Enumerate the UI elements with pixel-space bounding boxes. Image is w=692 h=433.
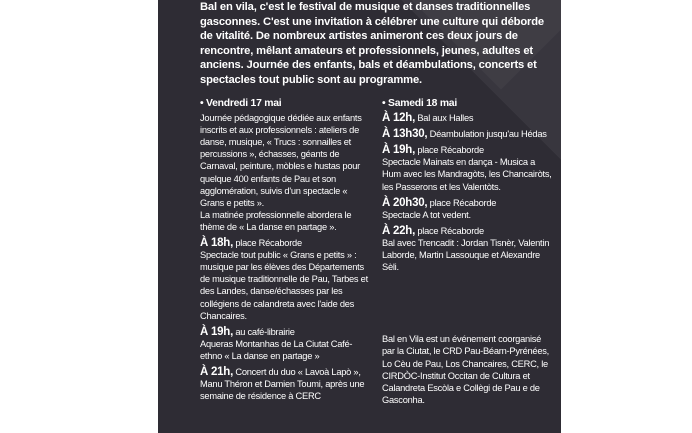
saturday-column	[382, 98, 554, 277]
event-time: À 21h,	[200, 365, 234, 378]
friday-event-18h	[200, 237, 372, 322]
saturday-event-12h	[382, 112, 554, 124]
saturday-event-13h30	[382, 128, 554, 140]
friday-event-21h	[200, 366, 372, 402]
event-time: À 13h30,	[382, 128, 428, 141]
friday-text-professional: La matinée professionnelle abordera le thème de « La danse en partage ».	[200, 209, 352, 232]
saturday-event-19h	[382, 144, 554, 192]
event-description: Aqueras Montanhas de La Ciutat Café-ethno « La danse en partage »	[200, 338, 353, 361]
event-place: au café-librairie	[233, 326, 295, 337]
event-place: Déambulation jusqu'au Hédas	[427, 129, 547, 140]
saturday-heading: • Samedi 18 mai	[382, 98, 457, 109]
event-description: Spectacle A tot vedent.	[382, 209, 471, 220]
event-time: À 19h,	[200, 325, 234, 338]
event-description: Spectacle tout public « Grans e petits » : musique par les élèves des Départements de musique traditionnelle de Pau, Tarbes et des Landes, danse/échasses par les collégiens de calandreta avec l'aide des Chancaires.	[200, 250, 368, 321]
event-time: À 22h,	[382, 224, 416, 237]
event-place: Concert du duo « Lavoà Lapò », Manu Théron et Damien Toumi, après une semaine de résidence à CERC	[200, 366, 365, 402]
intro-paragraph: Bal en vila, c'est le festival de musique et danses traditionnelles gasconnes. C'est une invitation à célébrer une culture qui déborde de vitalité. De nombreux artistes animeront ces deux jours de rencontre, mêlant amateurs et professionnels, jeunes, adultes et anciens. Journée des enfants, bals et déambulations, concerts et spectacles tout public sont au programme.	[200, 1, 545, 86]
event-time: À 20h30,	[382, 196, 428, 209]
event-time: À 19h,	[382, 144, 416, 157]
festival-flyer	[158, 0, 561, 433]
friday-column	[200, 98, 372, 406]
friday-description	[200, 112, 372, 233]
friday-heading: • Vendredi 17 mai	[200, 98, 282, 109]
saturday-event-20h30	[382, 197, 554, 221]
event-time: À 18h,	[200, 237, 234, 250]
event-description: Spectacle Mainats en dança - Musica a Hum avec les Mandragòts, les Chancairòts, les Passerons et les Valentòts.	[382, 157, 552, 192]
organizers-credits: Bal en Vila est un événement coorganisé par la Ciutat, le CRD Pau-Béarn-Pyrénées, Lo Cèu de Pau, Los Chancaires, CERC, le CIRDÒC-Institut Occitan de Cultura et Calandreta Escòla e Collègi de Pau e de Gasconha.	[382, 334, 549, 406]
event-place: place Récaborde	[415, 225, 484, 236]
event-description: Bal avec Trencadit : Jordan Tisnèr, Valentin Laborde, Martin Lassouque et Alexandre Sèli.	[382, 237, 550, 273]
event-place: place Récaborde	[427, 197, 497, 208]
event-time: À 12h,	[382, 112, 416, 125]
event-place: Bal aux Halles	[415, 113, 474, 124]
event-place: place Récaborde	[233, 238, 302, 249]
friday-event-19h	[200, 326, 372, 362]
friday-text: Journée pédagogique dédiée aux enfants inscrits et aux professionnels : ateliers de danse, musique, « Trucs : sonnailles et percussions », échasses, géants de Carnaval, peinture, mòbles e hustas pour quelque 400 enfants de Pau et son agglomération, suivis d'un spectacle « Grans e petits ».	[200, 113, 362, 208]
event-place: place Récaborde	[415, 145, 484, 156]
saturday-event-22h	[382, 225, 554, 273]
